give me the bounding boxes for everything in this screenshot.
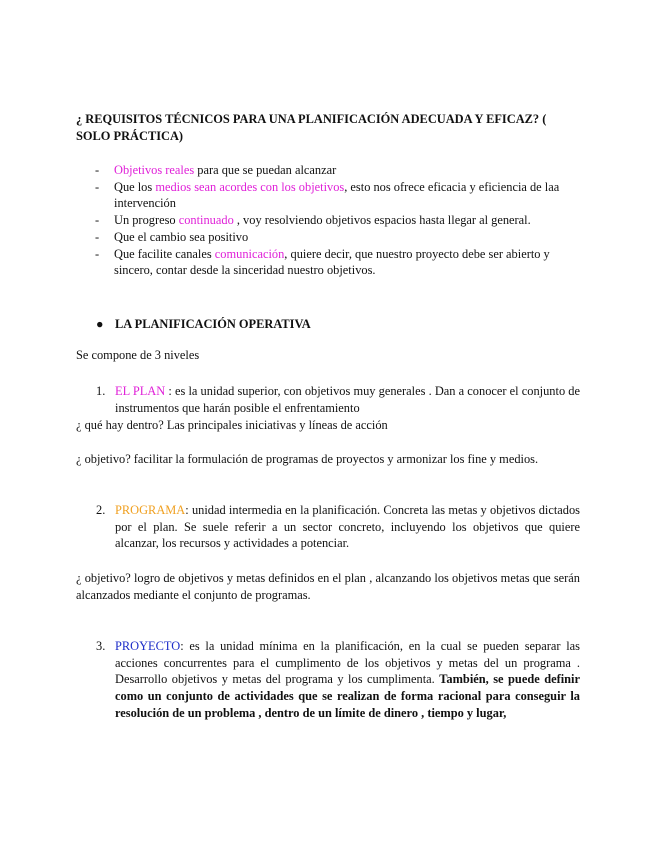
item-text: Que facilite canales bbox=[114, 246, 215, 261]
intro-text: Se compone de 3 niveles bbox=[76, 348, 200, 362]
level-programa bbox=[96, 502, 580, 552]
list-item bbox=[76, 246, 580, 279]
list-item bbox=[76, 229, 580, 246]
dash-marker: - bbox=[95, 213, 100, 228]
level-label: EL PLAN bbox=[115, 384, 166, 398]
list-item bbox=[76, 179, 580, 212]
level-label: PROGRAMA bbox=[115, 503, 186, 517]
bullet-icon: ● bbox=[96, 317, 104, 331]
highlight-text: continuado bbox=[178, 213, 234, 228]
item-text: para que se puedan alcanzar bbox=[194, 163, 337, 177]
item-text: Que el cambio sea positivo bbox=[114, 229, 249, 244]
level-label: PROYECTO bbox=[115, 639, 181, 653]
dash-marker: - bbox=[95, 229, 100, 244]
list-item bbox=[76, 162, 580, 179]
highlight-text: medios sean acordes con los objetivos bbox=[155, 179, 345, 194]
list-item bbox=[76, 212, 580, 229]
item-text: , esto nos ofrece eficacia y eficiencia de laa intervención bbox=[114, 179, 560, 211]
level-bold-text: También, se puede definir como un conjunto de actividades que se realizan de forma racional para conseguir la resolución de un problema , dentro de un límite de dinero , tiempo y lugar, bbox=[115, 672, 580, 720]
highlight-text: comunicación bbox=[214, 246, 285, 261]
level-number: 1. bbox=[96, 384, 106, 398]
level-proyecto bbox=[96, 638, 580, 722]
level-text: : es la unidad mínima en la planificación, en la cual se pueden separar las acciones concurrentes para el cumplimento de los objetivos y metas del un programa . Desarrollo objetivos y metas del programa y los cumplimenta. bbox=[115, 639, 580, 687]
dash-marker: - bbox=[95, 179, 100, 194]
level-text: : es la unidad superior, con objetivos muy generales . Dan a conocer el conjunto de instrumentos que harán posible el enfrentamiento bbox=[115, 384, 580, 415]
item-text: Un progreso bbox=[114, 213, 179, 228]
plan-question-contents: ¿ qué hay dentro? Las principales iniciativas y líneas de acción bbox=[76, 418, 388, 432]
page-title: ¿ REQUISITOS TÉCNICOS PARA UNA PLANIFICACIÓN ADECUADA Y EFICAZ? ( SOLO PRÁCTICA) bbox=[76, 112, 547, 143]
requirements-list bbox=[76, 162, 580, 279]
section-heading-text: LA PLANIFICACIÓN OPERATIVA bbox=[115, 317, 311, 331]
plan-question-objective: ¿ objetivo? facilitar la formulación de programas de proyectos y armonizar los fine y medios. bbox=[76, 452, 539, 466]
level-plan bbox=[96, 383, 580, 416]
item-text: Que los bbox=[114, 179, 156, 194]
programa-question-objective: ¿ objetivo? logro de objetivos y metas definidos en el plan , alcanzando los objetivos metas que serán alcanzados mediante el conjunto de programas. bbox=[76, 571, 580, 602]
level-text: : unidad intermedia en la planificación. Concreta las metas y objetivos dictados por el plan. Se suele referir a un sector concreto, incluyendo los objetivos que quiere alcanzar, los recursos y actividades a potenciar. bbox=[115, 503, 580, 551]
section-heading bbox=[96, 316, 311, 333]
level-number: 2. bbox=[96, 503, 106, 517]
item-text: , voy resolviendo objetivos espacios hasta llegar al general. bbox=[233, 213, 531, 228]
item-text: , quiere decir, que nuestro proyecto debe ser abierto y sincero, contar desde la sinceridad nuestro objetivos. bbox=[114, 246, 550, 278]
dash-marker: - bbox=[95, 163, 100, 177]
level-number: 3. bbox=[96, 639, 106, 653]
highlight-text: Objetivos reales bbox=[114, 163, 195, 177]
dash-marker: - bbox=[95, 246, 100, 261]
